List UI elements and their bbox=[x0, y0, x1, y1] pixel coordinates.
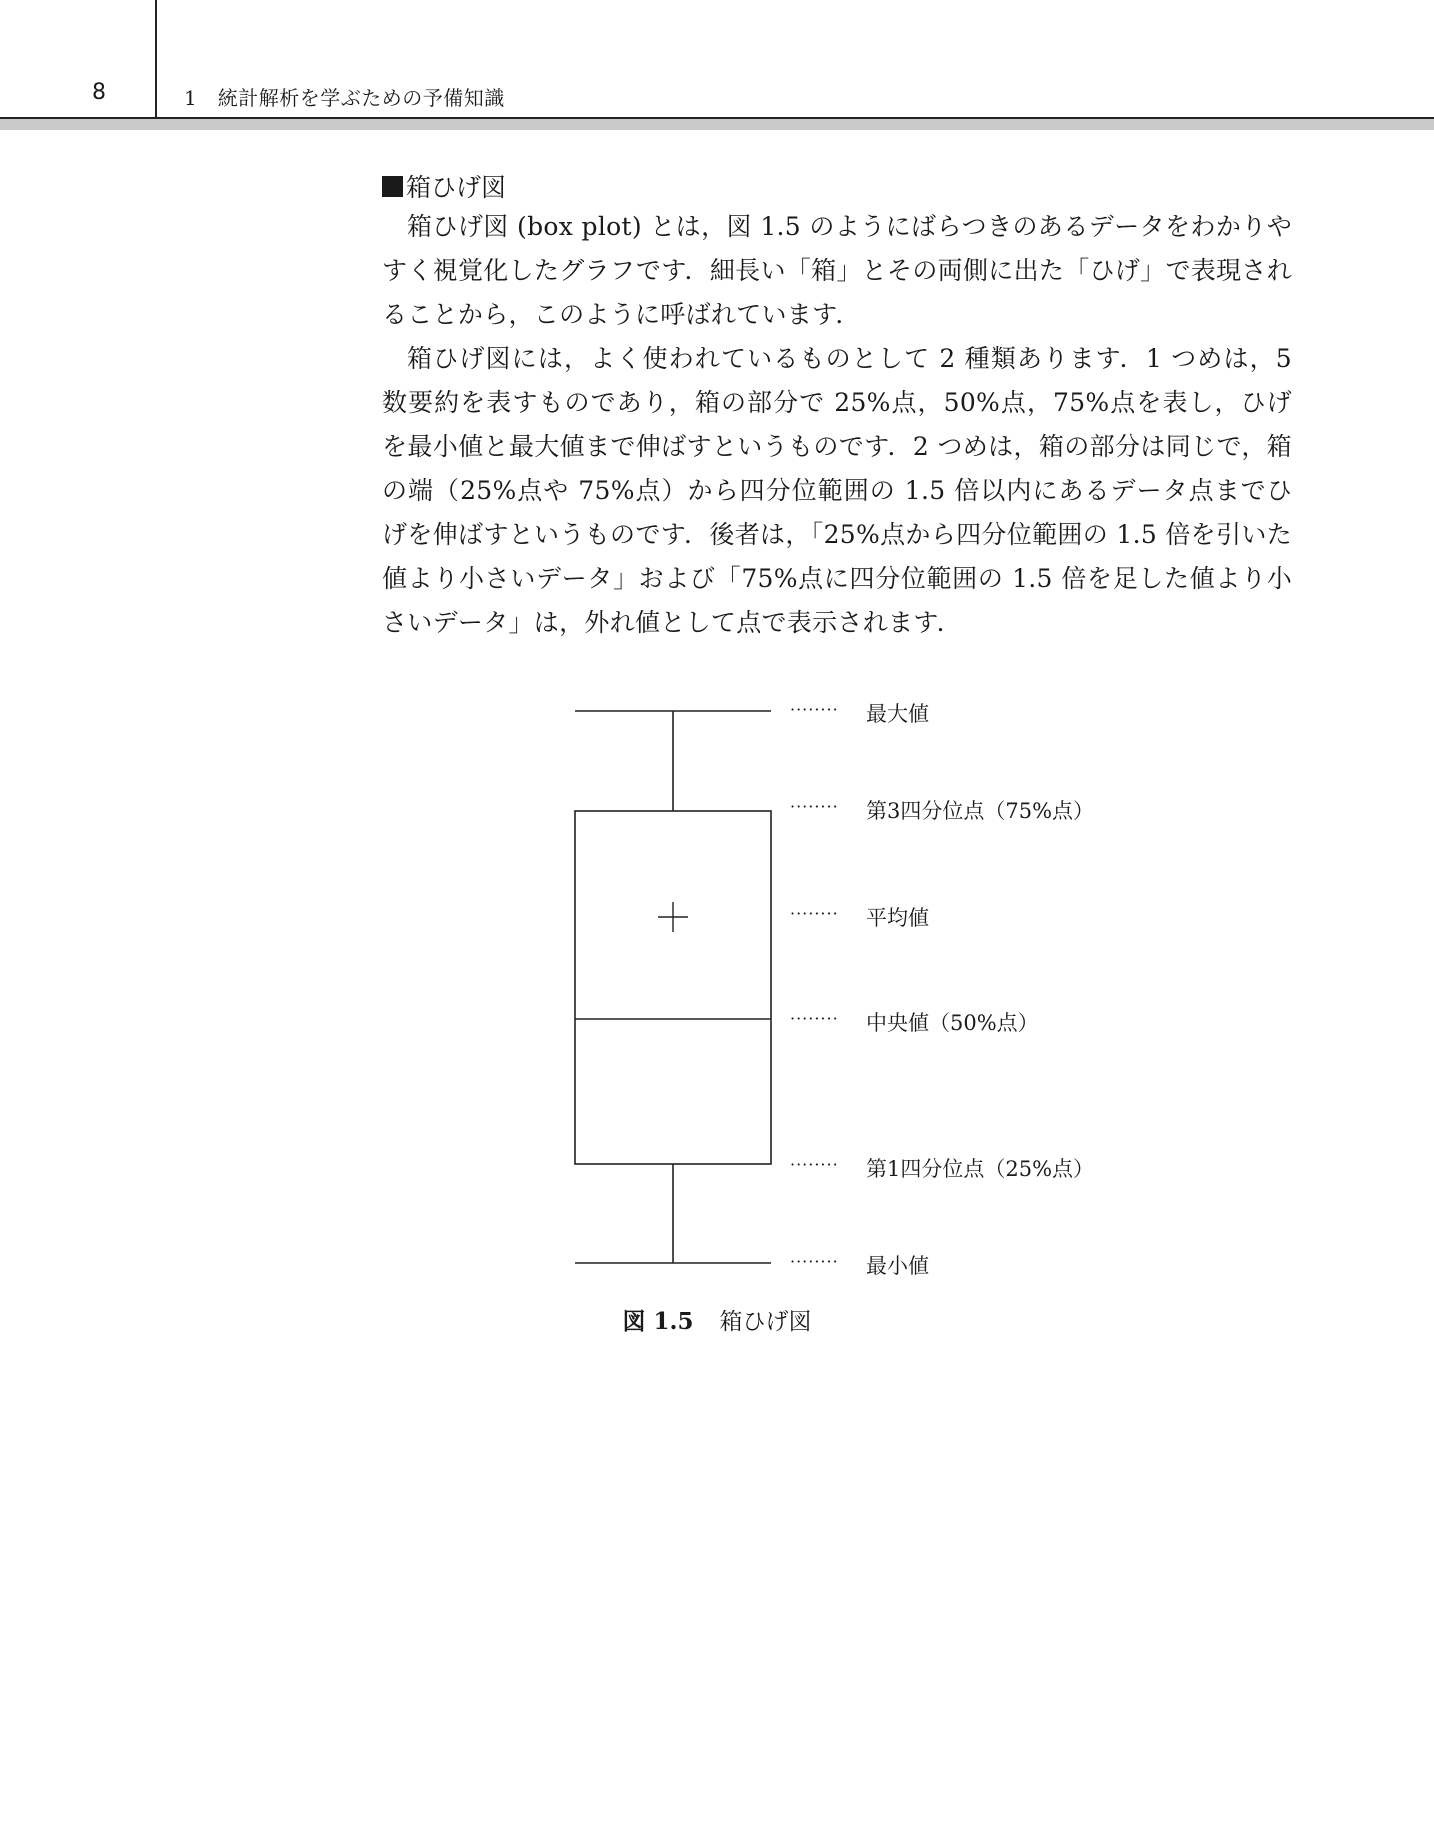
box-plot-diagram bbox=[0, 680, 1434, 1360]
caption-text: 箱ひげ図 bbox=[719, 1309, 812, 1335]
section-title: 箱ひげ図 bbox=[406, 173, 507, 202]
body-text bbox=[382, 205, 1292, 645]
header-gray-band bbox=[0, 119, 1434, 130]
page-header bbox=[0, 0, 1434, 130]
label-median: 中央値（50%点） bbox=[866, 1011, 1039, 1035]
leader-dots-median: ········ bbox=[790, 1009, 839, 1028]
label-min: 最小値 bbox=[866, 1254, 929, 1278]
leader-dots-min: ········ bbox=[790, 1252, 839, 1271]
page-number: 8 bbox=[92, 80, 106, 105]
label-q1: 第1四分位点（25%点） bbox=[866, 1157, 1095, 1181]
leader-dots-q3: ········ bbox=[790, 797, 839, 816]
leader-dots-max: ········ bbox=[790, 700, 839, 719]
leader-dots-mean: ········ bbox=[790, 904, 839, 923]
paragraph-2: 箱ひげ図には，よく使われているものとして 2 種類あります．1 つめは，5 数要約を表すものであり，箱の部分で 25%点，50%点，75%点を表し，ひげを最小値と最大値まで伸ばすというものです．2 つめは，箱の部分は同じで，箱の端（25%点や 75%点）から四分位範囲の 1.5 倍以内にあるデータ点までひげを伸ばすというものです．後者は，「25%点から四分位範囲の 1.5 倍を引いた値より小さいデータ」および「75%点に四分位範囲の 1.5 倍を足した値より小さいデータ」は，外れ値として点で表示されます． bbox=[382, 344, 1292, 637]
paragraph-1: 箱ひげ図 (box plot) とは，図 1.5 のようにばらつきのあるデータをわかりやすく視覚化したグラフです．細長い「箱」とその両側に出た「ひげ」で表現されることから，このように呼ばれています． bbox=[382, 212, 1292, 329]
box-plot-figure bbox=[0, 680, 1434, 1360]
interquartile-box bbox=[575, 811, 771, 1164]
section-heading bbox=[382, 168, 506, 204]
label-mean: 平均値 bbox=[866, 906, 929, 930]
label-max: 最大値 bbox=[866, 702, 929, 726]
figure-caption bbox=[0, 1303, 1434, 1336]
running-head: 1 統計解析を学ぶための予備知識 bbox=[184, 86, 505, 110]
label-q3: 第3四分位点（75%点） bbox=[866, 799, 1095, 823]
caption-number: 図 1.5 bbox=[622, 1308, 694, 1335]
header-vertical-rule bbox=[155, 0, 157, 118]
black-square-icon bbox=[382, 176, 403, 197]
leader-dots-q1: ········ bbox=[790, 1155, 839, 1174]
